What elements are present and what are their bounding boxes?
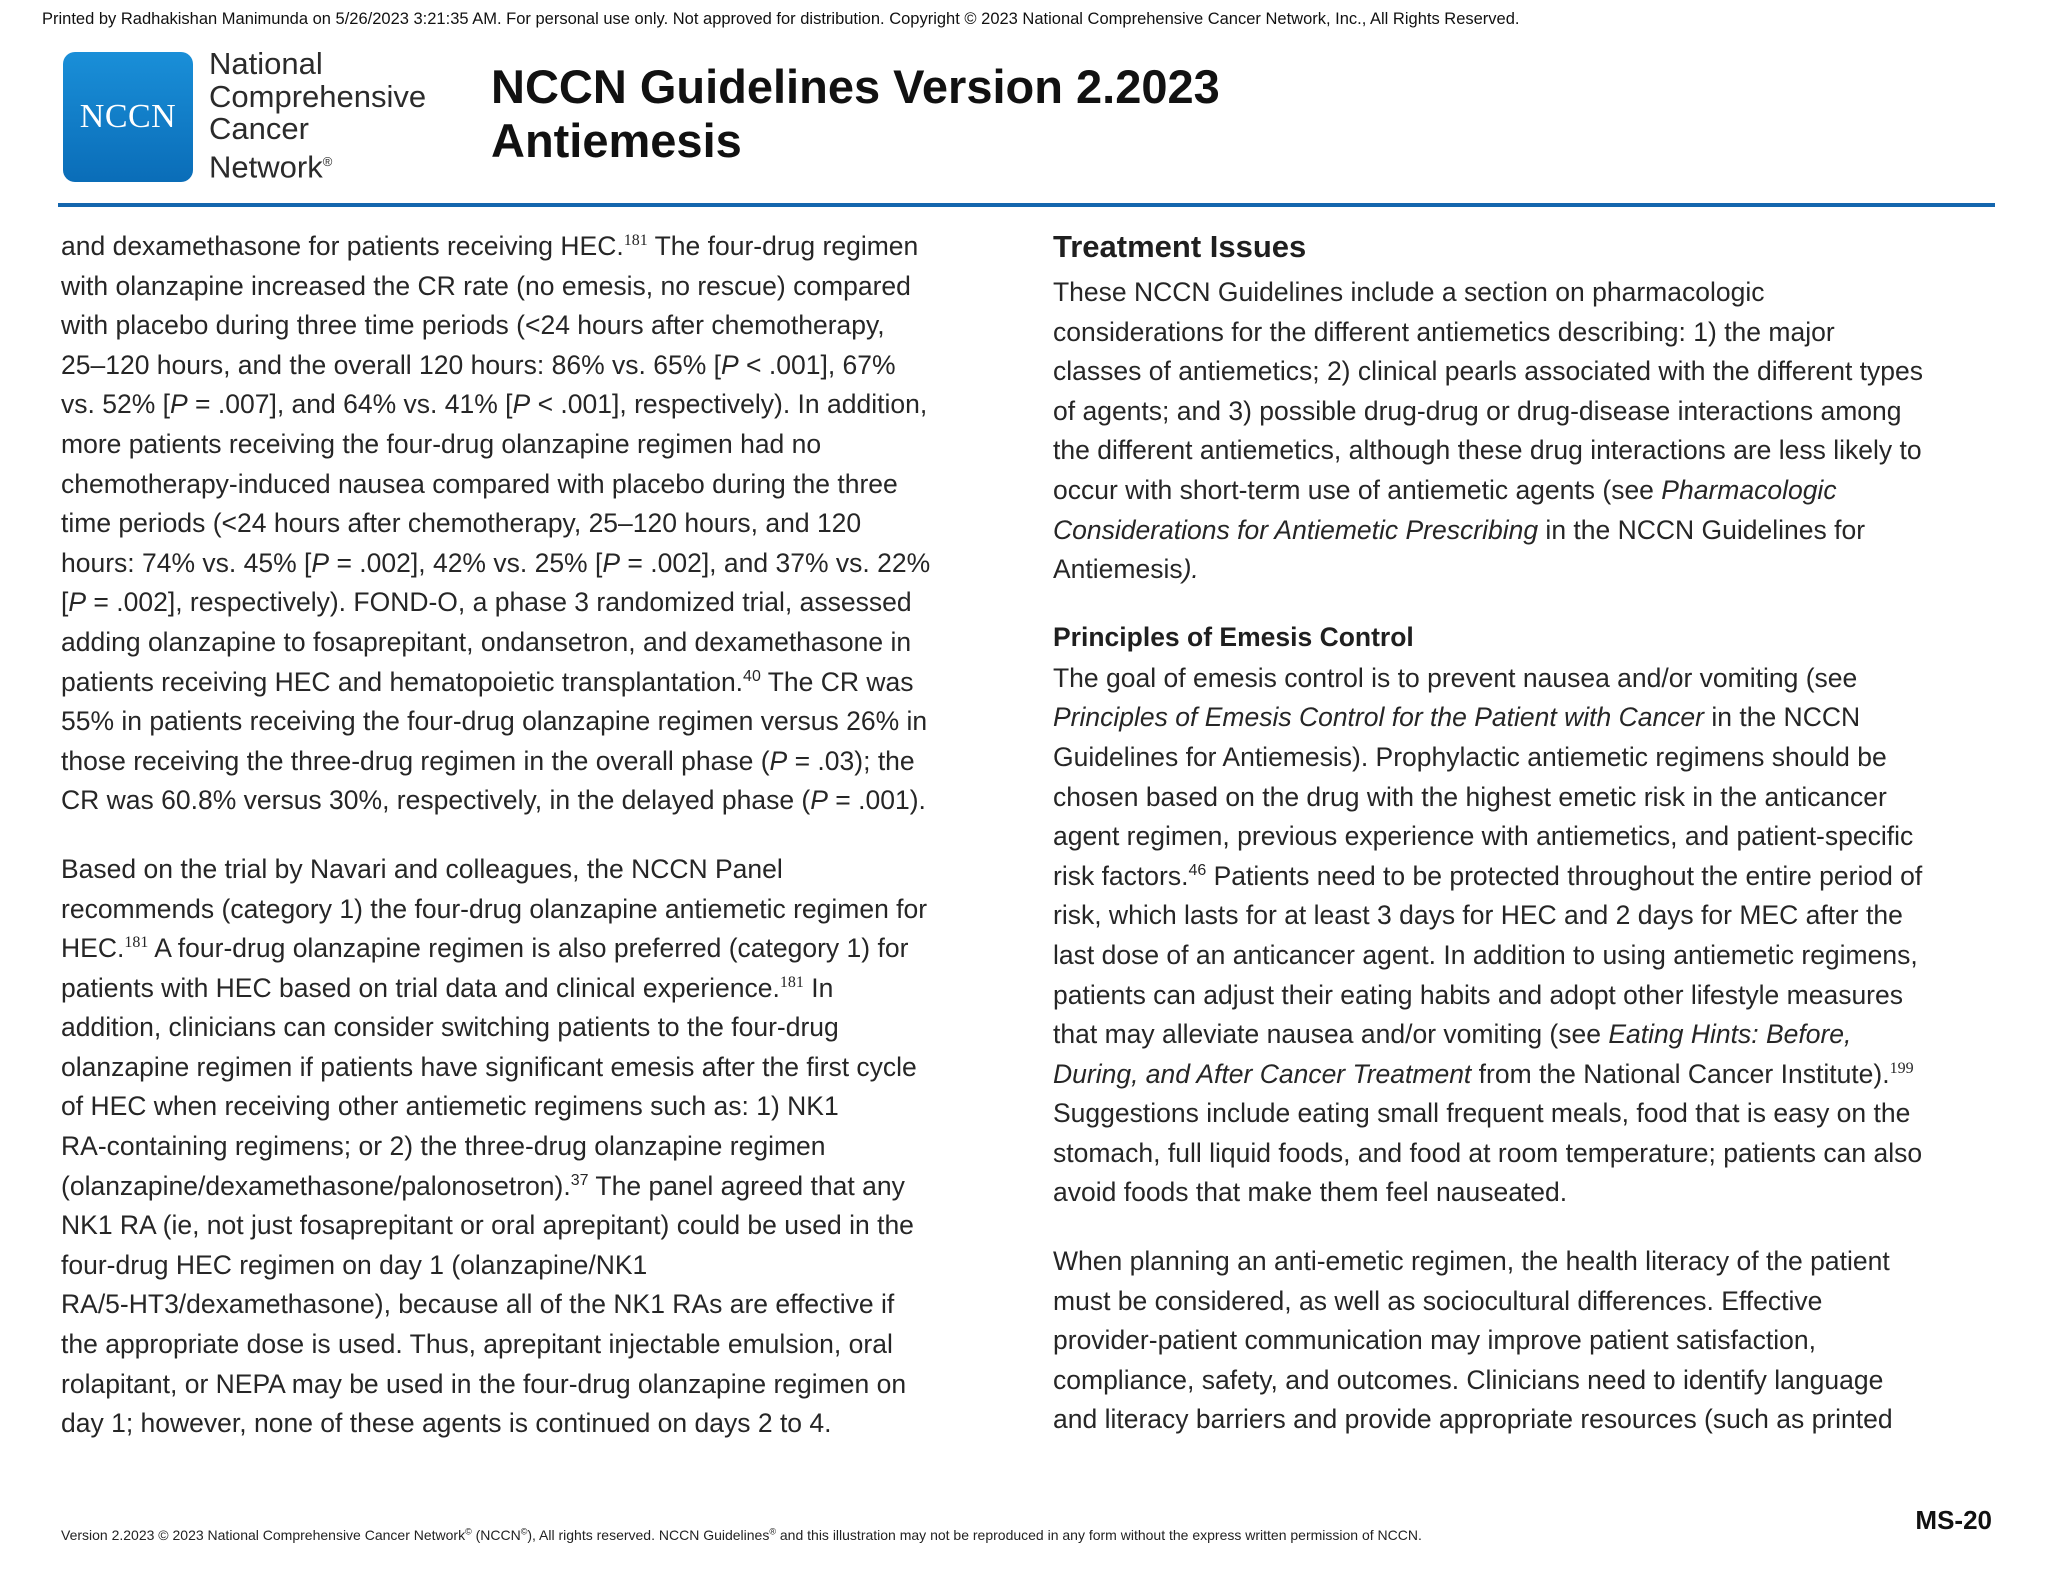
org-name-line: Network®	[209, 148, 333, 184]
title-line-1: NCCN Guidelines Version 2.2023	[491, 60, 1220, 113]
reference-superscript: 181	[779, 973, 804, 991]
reference-superscript: 46	[1188, 861, 1207, 879]
right-paragraph-2: The goal of emesis control is to prevent nausea and/or vomiting (see Principles of Emesis Control for the Patient with Cancer in the NCCN Guidelines for Antiemesis). Prophylactic antiemetic regimens should be chosen based on the drug with the highest emetic risk in the anticancer agent regimen, previous experience with antiemetics, and patient-specific risk factors.$^{46}$ Patients need to be protected throughout the entire period of risk, which lasts for at least 3 days for HEC and 2 days for MEC after the last dose of an anticancer agent. In addition to using antiemetic regimens, patients can adjust their eating habits and adopt other lifestyle measures that may alleviate nausea and/or vomiting (see Eating Hints: Before, During, and After Cancer Treatment from the National Cancer Institute).$^{199}$ Suggestions include eating small frequent meals, food that is easy on the stomach, full liquid foods, and food at room temperature; patients can also avoid foods that make them feel nauseated.	[1053, 662, 1923, 1208]
org-name-line: Cancer	[209, 111, 309, 146]
print-notice: Printed by Radhakishan Manimunda on 5/26/2023 3:21:35 AM. For personal use only. Not approved for distribution. Copyright © 2023 National Comprehensive Cancer Network, Inc., All Rights Reserved.	[42, 10, 1520, 28]
left-paragraph-2: Based on the trial by Navari and colleagues, the NCCN Panel recommends (category 1) the four-drug olanzapine antiemetic regimen for HEC.$^{181}$ A four-drug olanzapine regimen is also preferred (category 1) for patients with HEC based on trial data and clinical experience.$^{181}$ In addition, clinicians can consider switching patients to the four-drug olanzapine regimen if patients have significant emesis after the first cycle of HEC when receiving other antiemetic regimens such as: 1) NK1 RA-containing regimens; or 2) the three-drug olanzapine regimen (olanzapine/dexamethasone/palonosetron).$^{37}$ The panel agreed that any NK1 RA (ie, not just fosaprepitant or oral aprepitant) could be used in the four-drug HEC regimen on day 1 (olanzapine/NK1 RA/5-HT3/dexamethasone), because all of the NK1 RAs are effective if the appropriate dose is used. Thus, aprepitant injectable emulsion, oral rolapitant, or NEPA may be used in the four-drug olanzapine regimen on day 1; however, none of these agents is continued on days 2 to 4.	[61, 853, 928, 1439]
nccn-logo	[63, 52, 193, 182]
subsection-heading: Principles of Emesis Control	[1053, 621, 1414, 652]
left-column	[61, 227, 1006, 1444]
section-heading: Treatment Issues	[1053, 229, 1307, 264]
left-paragraph-1: and dexamethasone for patients receiving HEC.$^{181}$ The four-drug regimen with olanzapine increased the CR rate (no emesis, no rescue) compared with placebo during three time periods (<24 hours after chemotherapy, 25–120 hours, and the overall 120 hours: 86% vs. 65% [P < .001], 67% vs. 52% [P = .007], and 64% vs. 41% [P < .001], respectively). In addition, more patients receiving the four-drug olanzapine regimen had no chemotherapy-induced nausea compared with placebo during the three time periods (<24 hours after chemotherapy, 25–120 hours, and 120 hours: 74% vs. 45% [P = .002], 42% vs. 25% [P = .002], and 37% vs. 22% [P = .002], respectively). FOND-O, a phase 3 randomized trial, assessed adding olanzapine to fosaprepitant, ondansetron, and dexamethasone in patients receiving HEC and hematopoietic transplantation.$^{40}$ The CR was 55% in patients receiving the four-drug olanzapine regimen versus 26% in those receiving the three-drug regimen in the overall phase (P = .03); the CR was 60.8% versus 30%, respectively, in the delayed phase (P = .001).	[61, 231, 931, 816]
right-paragraph-1: These NCCN Guidelines include a section on pharmacologic considerations for the different antiemetics describing: 1) the major classes of antiemetics; 2) clinical pearls associated with the different types of agents; and 3) possible drug-drug or drug-disease interactions among the different antiemetics, although these drug interactions are less likely to occur with short-term use of antiemetic agents (see Pharmacologic Considerations for Antiemetic Prescribing in the NCCN Guidelines for Antiemesis).	[1053, 277, 1924, 585]
org-name-line: Comprehensive	[209, 78, 427, 114]
paragraph-spacer	[1053, 1213, 2008, 1242]
reference-superscript: 181	[124, 934, 149, 952]
reference-superscript: 181	[623, 232, 648, 250]
footer-copyright: Version 2.2023 © 2023 National Comprehensive Cancer Network© (NCCN©), All rights reserved. NCCN Guidelines® and this illustration may not be reproduced in any form without the express written permission of NCCN.	[61, 1526, 1422, 1543]
logo-badge-text: NCCN	[79, 98, 177, 135]
document-title	[491, 60, 1220, 168]
organization-name	[209, 48, 426, 183]
reference-superscript: 40	[743, 667, 761, 685]
paragraph-spacer	[1053, 590, 2008, 619]
title-line-2: Antiemesis	[491, 114, 742, 167]
registered-mark: ®	[322, 153, 333, 169]
page-number: MS-20	[1915, 1505, 1992, 1535]
right-column	[1053, 227, 2008, 1440]
org-name-line: National	[209, 46, 323, 81]
reference-superscript: 37	[570, 1171, 589, 1189]
header-divider	[58, 203, 1995, 207]
reference-superscript: 199	[1889, 1059, 1914, 1077]
paragraph-spacer	[61, 821, 1006, 850]
right-paragraph-3: When planning an anti-emetic regimen, the health literacy of the patient must be considered, as well as sociocultural differences. Effective provider-patient communication may improve patient satisfaction, compliance, safety, and outcomes. Clinicians need to identify language and literacy barriers and provide appropriate resources (such as printed	[1053, 1246, 1893, 1435]
